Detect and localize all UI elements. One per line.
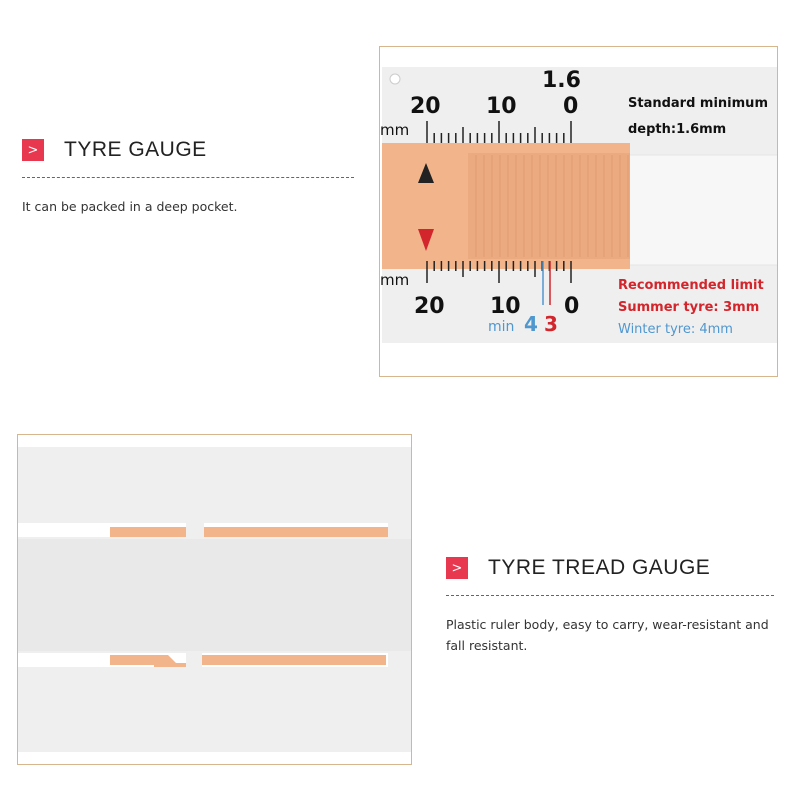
- tyre-tread-gauge-photo: [17, 434, 412, 765]
- tyre-gauge-photo: [379, 46, 778, 377]
- summer-mark-label: 3: [544, 312, 558, 336]
- dashed-divider: [446, 595, 774, 596]
- dashed-divider: [22, 177, 354, 178]
- top-scale-unit: mm: [380, 121, 410, 139]
- hang-hole: [390, 74, 400, 84]
- tyre-gauge-illustration: [380, 47, 777, 376]
- center-band: [18, 539, 411, 651]
- standard-text-line1: Standard minimum: [628, 96, 768, 111]
- chevron-right-icon: >: [22, 139, 44, 161]
- chevron-right-icon: >: [446, 557, 468, 579]
- recommended-limit-text: Recommended limit: [618, 278, 764, 293]
- section-title: TYRE GAUGE: [64, 138, 207, 161]
- section-title: TYRE TREAD GAUGE: [488, 556, 711, 579]
- top-scale-marker: 1.6: [542, 68, 581, 93]
- tread-gauge-back-illustration: [18, 435, 411, 764]
- bottom-scale-label-20: 20: [414, 294, 445, 319]
- top-scale-label-10: 10: [486, 94, 517, 119]
- section-description: Plastic ruler body, easy to carry, wear-resistant and fall resistant.: [446, 617, 769, 653]
- bottom-scale-label-10: 10: [490, 294, 521, 319]
- section-heading: [446, 556, 781, 580]
- section-tyre-tread-gauge: [446, 556, 781, 656]
- standard-text-line2: depth:1.6mm: [628, 122, 727, 137]
- section-tyre-gauge: [22, 138, 357, 217]
- winter-mark-label: 4: [524, 312, 538, 336]
- summer-tyre-text: Summer tyre: 3mm: [618, 300, 760, 315]
- clear-sleeve: [630, 155, 777, 265]
- bottom-scale-label-0: 0: [564, 294, 580, 319]
- bottom-scale-unit: mm: [380, 271, 410, 289]
- top-scale-label-20: 20: [410, 94, 441, 119]
- top-scale-label-0: 0: [563, 94, 579, 119]
- min-label: min: [488, 319, 515, 335]
- section-heading: [22, 138, 357, 162]
- winter-tyre-text: Winter tyre: 4mm: [618, 322, 733, 337]
- section-description: It can be packed in a deep pocket.: [22, 199, 238, 214]
